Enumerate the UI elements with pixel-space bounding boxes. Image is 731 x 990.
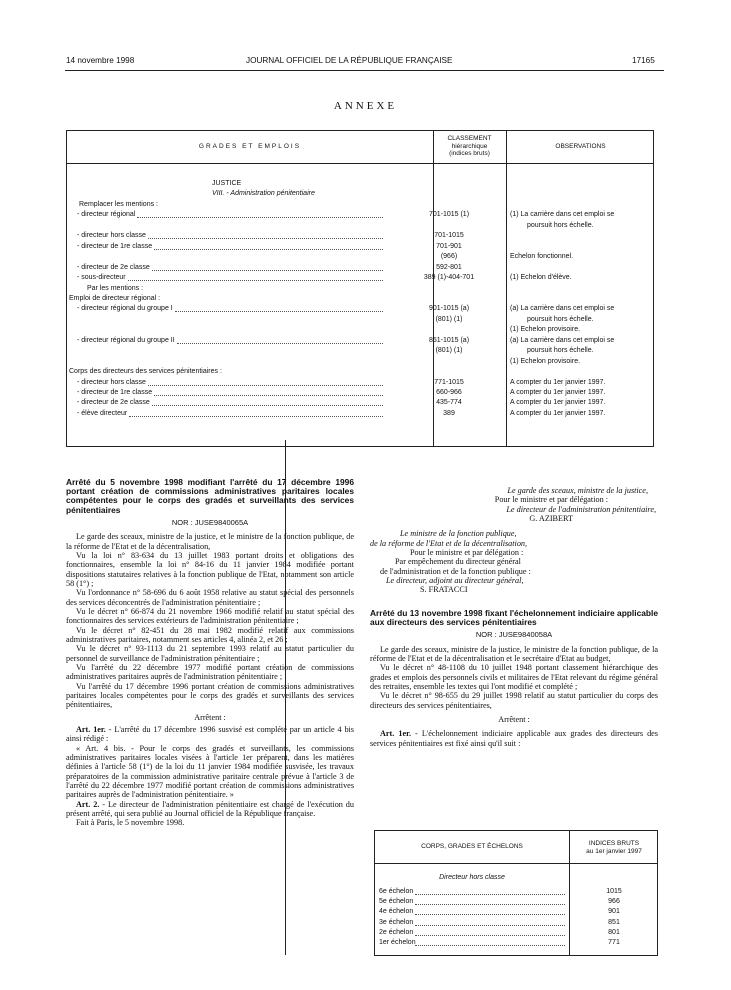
echelon-label: 3e échelon xyxy=(379,918,414,926)
dot-leader xyxy=(129,416,383,417)
indice-value: 901 xyxy=(608,908,620,916)
annexe-row xyxy=(67,367,653,378)
table-header-rule xyxy=(67,163,653,164)
dot-leader xyxy=(137,217,383,218)
annexe-row xyxy=(67,284,653,295)
indices-line-1: INDICES BRUTS xyxy=(588,840,640,847)
dot-leader xyxy=(415,925,565,926)
indice-value: 1015 xyxy=(606,888,622,895)
indice-value: 801 xyxy=(608,928,620,936)
left-art2-label: Art. 2. xyxy=(76,799,100,809)
right-column xyxy=(370,486,658,748)
annexe-row-label: - directeur régional du groupe I xyxy=(77,305,173,313)
annexe-title: ANNEXE xyxy=(333,100,398,112)
annexe-row-observation: A compter du 1er janvier 1997. xyxy=(510,378,606,386)
annexe-row-label: JUSTICE xyxy=(212,180,242,187)
annexe-row-classement: 660-966 xyxy=(436,389,462,396)
annexe-row-observation: poursuit hors échelle. xyxy=(527,221,594,229)
classement-line-1: CLASSEMENT xyxy=(447,135,492,142)
right-art1-text: - L'échelonnement indiciaire applicable aux grades des directeurs des services pénitentiaires est fixé ainsi qu'il suit : xyxy=(370,729,658,748)
annexe-row xyxy=(67,252,653,263)
header-rule xyxy=(65,70,664,71)
annexe-row-label: - directeur régional xyxy=(77,211,136,219)
header-date: 14 novembre 1998 xyxy=(66,56,135,65)
column-header-grades: GRADES ET EMPLOIS xyxy=(198,143,302,150)
right-art1-label: Art. 1er. xyxy=(380,729,412,739)
indices-line-2: au 1er janvier 1997 xyxy=(586,847,642,855)
indice-value: 966 xyxy=(608,898,620,906)
annexe-row-classement: 701-1015 (1) xyxy=(428,211,470,219)
annexe-row-label: - sous-directeur xyxy=(77,274,126,282)
left-article-1-quote: « Art. 4 bis. - Pour le corps des gradés et surveillants, les commissions administratives paritaires locales visées à l'article 1er préparent, dans les matières définies à l'article 58 (1°) de la loi du 11 janvier 1984 modifiée susvisée, les travaux préparatoires de la commission administrative paritaire centrale prévue à l'article 3 de l'arrêté du 22 décembre 1977 modifié portant création de commissions administratives paritaires auprès de l'administration pénitentiaire. » xyxy=(66,743,354,800)
dot-leader xyxy=(175,311,383,312)
dot-leader xyxy=(152,405,383,406)
left-art2-text: - Le directeur de l'administration pénitentiaire est chargé de l'exécution du présent arrêté, qui sera publié au Journal officiel de la République française. xyxy=(66,799,354,819)
signature-line: Pour le ministre et par délégation : xyxy=(494,495,608,505)
left-article-2 xyxy=(66,800,354,819)
annexe-row-label: Corps des directeurs des services pénitentiaires : xyxy=(69,368,222,376)
dot-leader xyxy=(415,904,565,905)
left-fait: Fait à Paris, le 5 novembre 1998. xyxy=(76,818,185,828)
annexe-row-label: - directeur hors classe xyxy=(77,232,146,240)
annexe-row-observation: (a) La carrière dans cet emploi se xyxy=(510,305,615,313)
annexe-row-label: Remplacer les mentions : xyxy=(79,200,158,208)
left-paragraph: Vu l'ordonnance n° 58-696 du 6 août 1958 relative au statut spécial des personnels des services déconcentrés de l'administration pénitentiaire ; xyxy=(66,588,354,607)
annexe-row xyxy=(67,325,653,336)
annexe-row xyxy=(67,398,653,409)
dot-leader xyxy=(152,270,383,271)
indices-row xyxy=(375,938,657,948)
indices-table xyxy=(374,830,658,956)
dot-leader xyxy=(154,249,383,250)
left-article-1 xyxy=(66,725,354,744)
annexe-row xyxy=(67,242,653,253)
annexe-row-label: - élève directeur xyxy=(77,409,128,417)
left-art1-text: - L'arrêté du 17 décembre 1996 susvisé est complété par un article 4 bis ainsi rédigé : xyxy=(66,725,354,744)
dot-leader xyxy=(148,385,383,386)
right-arrete-title: Arrêté du 13 novembre 1998 fixant l'échelonnement indiciaire applicable aux directeurs des services pénitentiaires xyxy=(370,607,658,627)
annexe-row-classement: 592-801 xyxy=(436,263,462,271)
echelon-label: 6e échelon xyxy=(379,888,414,895)
annexe-row xyxy=(67,200,653,211)
annexe-row-classement: (801) (1) xyxy=(435,347,463,355)
signature-line: Le garde des sceaux, ministre de la justice, xyxy=(507,486,648,495)
indice-value: 851 xyxy=(608,918,620,926)
annexe-row-classement: 389 xyxy=(443,409,455,417)
annexe-row-classement: 435-774 xyxy=(436,399,462,407)
annexe-row xyxy=(67,221,653,232)
echelon-label: 5e échelon xyxy=(379,898,414,906)
left-paragraph: Le garde des sceaux, ministre de la justice, et le ministre de la fonction publique, de la réforme de l'Etat et de la décentralisation, xyxy=(66,532,354,551)
annexe-row-classement: 701-1015 xyxy=(434,232,464,240)
annexe-row-observation: A compter du 1er janvier 1997. xyxy=(510,399,606,407)
dot-leader xyxy=(154,395,383,396)
annexe-row xyxy=(67,378,653,389)
annexe-row-observation: (1) Echelon provisoire. xyxy=(510,326,581,334)
annexe-row-label: Emploi de directeur régional : xyxy=(69,294,161,302)
annexe-row-label: - directeur de 2e classe xyxy=(77,263,150,271)
signature-line: Le ministre de la fonction publique, xyxy=(400,529,517,539)
left-paragraph: Vu le décret n° 82-451 du 28 mai 1982 modifié relatif aux commissions administratives paritaires, notamment ses articles 4, alinéa 2, et 26 ; xyxy=(66,625,354,644)
annexe-row-label: - directeur de 2e classe xyxy=(77,399,150,407)
annexe-row-classement: 851-1015 (a) xyxy=(428,336,470,344)
annexe-row-label: - directeur de 1re classe xyxy=(77,389,153,396)
echelon-label: 1er échelon xyxy=(379,939,416,946)
right-arretent: Arrêtent : xyxy=(498,714,530,724)
column-header-indices xyxy=(569,840,659,855)
signature-line: Pour le ministre et par délégation : xyxy=(410,548,524,558)
annexe-row-classement: (966) xyxy=(440,253,458,261)
annexe-row-observation: A compter du 1er janvier 1997. xyxy=(510,389,606,396)
left-paragraph: Vu la loi n° 83-634 du 13 juillet 1983 portant droits et obligations des fonctionnaires, ensemble la loi n° 84-16 du 11 janvier 1984 modifiée portant dispositions statutaires relatives à la fonction publique de l'Etat, notamment son article 58 (1°) ; xyxy=(66,550,354,588)
indices-row xyxy=(375,918,657,928)
annexe-row-observation: A compter du 1er janvier 1997. xyxy=(510,409,606,417)
left-arrete-title: Arrêté du 5 novembre 1998 modifiant l'arrêté du 17 décembre 1996 portant création de commissions administratives paritaires locales compétentes pour le corps des gradés et surveillants des services pénitentiaires xyxy=(66,477,354,515)
signature-line: de l'administration et de la fonction publique : xyxy=(380,566,531,576)
annexe-row xyxy=(67,189,653,200)
dot-leader xyxy=(415,935,565,936)
annexe-row-observation: (1) La carrière dans cet emploi se xyxy=(510,211,615,219)
signatory-name: S. FRATACCI xyxy=(420,585,468,595)
right-paragraph: Vu le décret n° 98-655 du 29 juillet 1998 relatif au statut particulier du corps des directeurs des services pénitentiaires, xyxy=(370,691,658,710)
annexe-row xyxy=(67,409,653,420)
annexe-row xyxy=(67,315,653,326)
annexe-row xyxy=(67,210,653,221)
column-header-classement xyxy=(433,135,506,158)
dot-leader xyxy=(415,945,565,946)
annexe-row-classement: 901-1015 (a) xyxy=(428,305,470,313)
indices-row xyxy=(375,897,657,907)
annexe-row-classement: (801) (1) xyxy=(435,315,463,323)
annexe-row-label: - directeur hors classe xyxy=(77,378,146,386)
annexe-table xyxy=(66,130,654,447)
annexe-row-label: Par les mentions : xyxy=(87,284,144,292)
annexe-row xyxy=(67,179,653,190)
table-header-rule xyxy=(375,863,657,864)
annexe-row xyxy=(67,388,653,399)
annexe-row-label: - directeur régional du groupe II xyxy=(77,336,175,344)
left-paragraph: Vu le décret n° 93-1113 du 21 septembre 1993 relatif au statut particulier du personnel de surveillance de l'administration pénitentiaire ; xyxy=(66,644,354,663)
signature-line: de la réforme de l'Etat et de la décentralisation, xyxy=(370,538,528,548)
column-header-observations: OBSERVATIONS xyxy=(555,143,606,150)
annexe-row-classement: 389 (1)-404-701 xyxy=(423,274,475,282)
annexe-row-observation: poursuit hors échelle. xyxy=(527,347,594,355)
annexe-row-classement: 701-901 xyxy=(436,242,462,250)
classement-line-2: hiérarchique xyxy=(451,142,488,150)
annexe-row xyxy=(67,304,653,315)
annexe-row xyxy=(67,346,653,357)
annexe-row-observation: (1) Echelon provisoire. xyxy=(510,357,581,365)
left-art1-label: Art. 1er. xyxy=(76,725,106,735)
dot-leader xyxy=(177,343,383,344)
echelon-label: 4e échelon xyxy=(379,908,414,916)
annexe-row-label: - directeur de 1re classe xyxy=(77,242,153,250)
dot-leader xyxy=(148,238,383,239)
classement-line-3: (indices bruts) xyxy=(449,150,490,158)
annexe-row xyxy=(67,273,653,284)
left-paragraph: Vu l'arrêté du 22 décembre 1977 modifié portant création de commissions administratives paritaires auprès de l'administration pénitentiaire ; xyxy=(66,662,354,682)
right-paragraph: Le garde des sceaux, ministre de la justice, le ministre de la fonction publique, de la réforme de l'Etat et de la décentralisation et le secrétaire d'Etat au budget, xyxy=(370,644,658,663)
signatory-name: G. AZIBERT xyxy=(529,514,573,524)
annexe-row-classement: 771-1015 xyxy=(434,378,464,386)
right-article-1 xyxy=(370,729,658,748)
annexe-row-observation: (1) Echelon d'élève. xyxy=(510,274,572,282)
indice-value: 771 xyxy=(608,939,620,946)
header-page-number: 17165 xyxy=(632,56,655,65)
annexe-row-label: VIII. - Administration pénitentiaire xyxy=(212,190,315,198)
left-column xyxy=(66,478,354,828)
annexe-row-observation: poursuit hors échelle. xyxy=(527,315,594,323)
header-journal: JOURNAL OFFICIEL DE LA RÉPUBLIQUE FRANÇAISE xyxy=(246,56,453,65)
annexe-row xyxy=(67,231,653,242)
left-paragraph: Vu le décret n° 66-874 du 21 novembre 1966 modifié relatif au statut spécial des fonctionnaires des services extérieurs de l'administration pénitentiaire ; xyxy=(66,606,354,626)
annexe-row-observation: (a) La carrière dans cet emploi se xyxy=(510,336,615,344)
indices-row xyxy=(375,887,657,897)
signature-line: Le directeur, adjoint au directeur général, xyxy=(386,576,524,586)
echelon-label: 2e échelon xyxy=(379,928,414,936)
dot-leader xyxy=(415,894,565,895)
indices-row xyxy=(375,907,657,917)
right-nor: NOR : JUSE9840058A xyxy=(475,630,553,640)
left-paragraph: Vu l'arrêté du 17 décembre 1996 portant création de commissions administratives paritaires locales compétentes pour le corps des gradés et surveillants des services pénitentiaires, xyxy=(66,681,354,710)
signature-line: Le directeur de l'administration pénitentiaire, xyxy=(506,504,656,514)
right-paragraph: Vu le décret n° 48-1108 du 10 juillet 1948 portant classement hiérarchique des grades et emplois des personnels civils et militaires de l'Etat relevant du régime général des retraites, ensemble les textes qui l'ont modifié et complété ; xyxy=(370,663,658,691)
annexe-row xyxy=(67,263,653,274)
dot-leader xyxy=(415,914,565,915)
column-header-corps: CORPS, GRADES ET ÉCHELONS xyxy=(421,843,523,850)
annexe-row xyxy=(67,357,653,368)
annexe-row xyxy=(67,336,653,347)
indices-row xyxy=(375,928,657,938)
left-nor: NOR : JUSE9840065A xyxy=(171,517,249,527)
signature-line: Par empêchement du directeur général xyxy=(395,557,521,567)
annexe-row-observation: Echelon fonctionnel. xyxy=(510,253,574,261)
section-heading: Directeur hors classe xyxy=(439,874,505,881)
left-arretent: Arrêtent : xyxy=(194,712,226,722)
dot-leader xyxy=(128,280,383,281)
annexe-row xyxy=(67,294,653,305)
